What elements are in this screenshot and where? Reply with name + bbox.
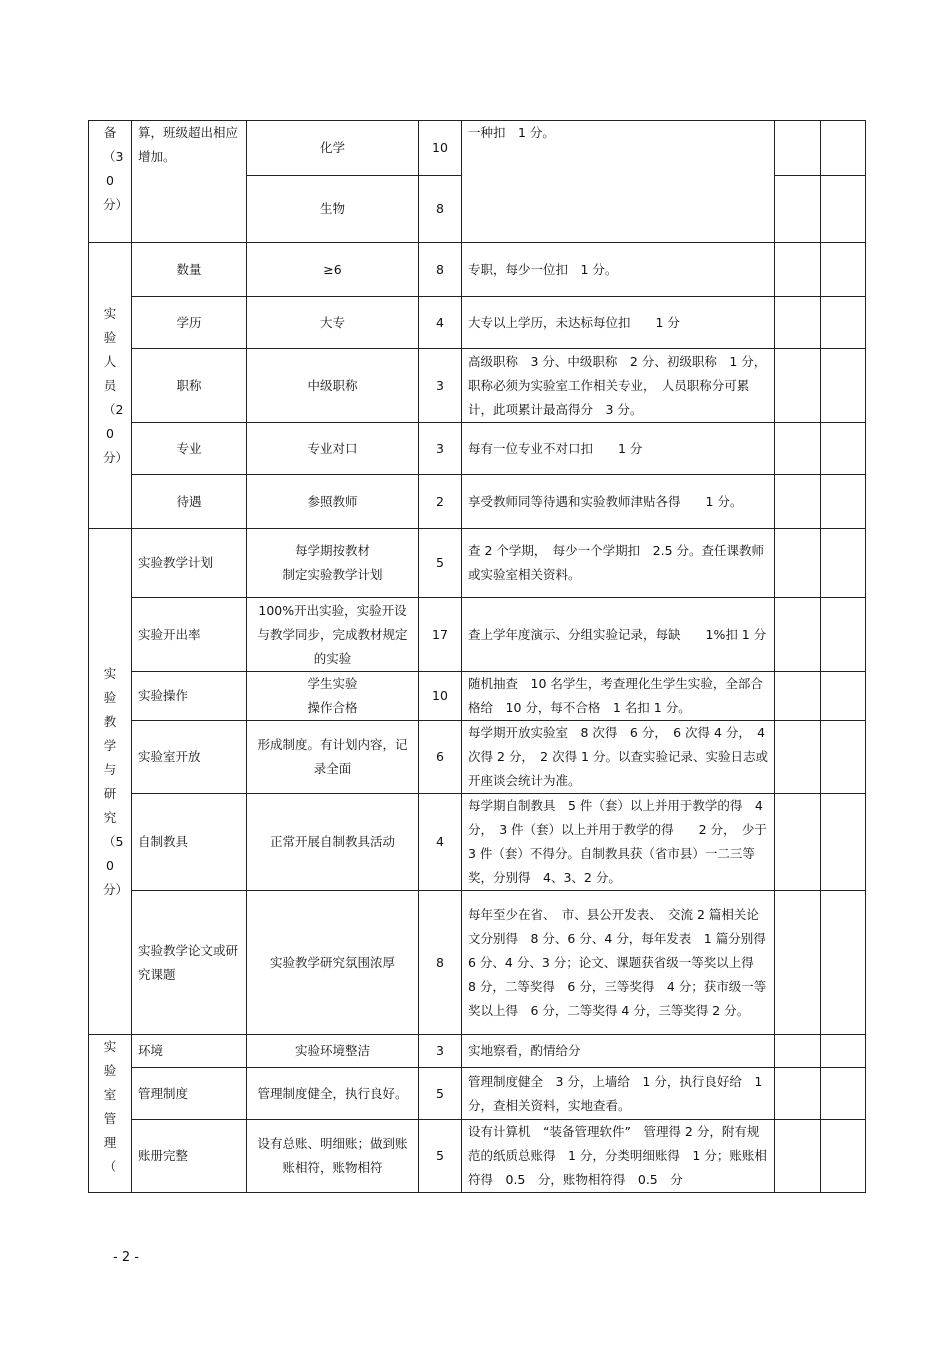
score-cell	[775, 297, 821, 349]
note-cell: 实地察看，酌情给分	[462, 1035, 775, 1068]
score-cell	[821, 1068, 866, 1120]
table-row	[89, 1068, 866, 1120]
category-teaching: 实验教学与研究（50分）	[89, 529, 132, 1035]
standard-cell: ≥6	[247, 243, 419, 297]
score-cell	[775, 891, 821, 1035]
item-cell: 数量	[132, 243, 247, 297]
score-cell	[775, 243, 821, 297]
points-cell: 5	[419, 1068, 462, 1120]
points-cell: 3	[419, 349, 462, 423]
standard-cell: 参照教师	[247, 475, 419, 529]
standard-cell: 中级职称	[247, 349, 419, 423]
standard-cell: 形成制度。有计划内容，记录全面	[247, 721, 419, 794]
note-cell: 每学期开放实验室 8 次得 6 分， 6 次得 4 分， 4 次得 2 分， 2 次得 1 分。以查实验记录、实验日志或开座谈会统计为准。	[462, 721, 775, 794]
table-row	[89, 297, 866, 349]
score-cell	[821, 297, 866, 349]
score-cell	[775, 1035, 821, 1068]
standard-cell: 实验环境整洁	[247, 1035, 419, 1068]
note-cell: 专职，每少一位扣 1 分。	[462, 243, 775, 297]
table-row	[89, 1120, 866, 1193]
table-row	[89, 598, 866, 672]
score-cell	[821, 598, 866, 672]
score-cell	[821, 176, 866, 243]
table-row	[89, 1035, 866, 1068]
score-cell	[821, 721, 866, 794]
points-cell: 4	[419, 297, 462, 349]
table-row	[89, 721, 866, 794]
item-cell: 待遇	[132, 475, 247, 529]
score-cell	[775, 794, 821, 891]
score-cell	[821, 794, 866, 891]
item-cell: 自制教具	[132, 794, 247, 891]
score-cell	[821, 121, 866, 176]
note-cell: 查上学年度演示、分组实验记录，每缺 1%扣 1 分	[462, 598, 775, 672]
points-cell: 4	[419, 794, 462, 891]
note-cell: 查 2 个学期， 每少一个学期扣 2.5 分。查任课教师或实验室相关资料。	[462, 529, 775, 598]
score-cell	[821, 529, 866, 598]
table-row	[89, 423, 866, 475]
table-row	[89, 243, 866, 297]
score-cell	[775, 1120, 821, 1193]
score-cell	[775, 721, 821, 794]
standard-cell: 专业对口	[247, 423, 419, 475]
standard-cell: 管理制度健全，执行良好。	[247, 1068, 419, 1120]
score-cell	[821, 1120, 866, 1193]
item-cell: 环境	[132, 1035, 247, 1068]
note-cell: 高级职称 3 分、中级职称 2 分、初级职称 1 分，职称必须为实验室工作相关专业， 人员职称分可累计，此项累计最高得分 3 分。	[462, 349, 775, 423]
table-row	[89, 891, 866, 1035]
standard-cell: 正常开展自制教具活动	[247, 794, 419, 891]
score-cell	[821, 349, 866, 423]
category-lab: 实验室管理（	[89, 1035, 132, 1193]
evaluation-table	[88, 120, 866, 1193]
standard-cell: 大专	[247, 297, 419, 349]
score-cell	[775, 349, 821, 423]
score-cell	[821, 475, 866, 529]
points-cell: 10	[419, 672, 462, 721]
standard-cell: 每学期按教材 制定实验教学计划	[247, 529, 419, 598]
points-cell: 5	[419, 1120, 462, 1193]
item-cell: 账册完整	[132, 1120, 247, 1193]
item-cell: 学历	[132, 297, 247, 349]
score-cell	[775, 176, 821, 243]
item-cell: 实验开出率	[132, 598, 247, 672]
points-cell: 8	[419, 891, 462, 1035]
points-cell: 6	[419, 721, 462, 794]
standard-cell: 设有总账、明细账；做到账账相符，账物相符	[247, 1120, 419, 1193]
item-cell: 专业	[132, 423, 247, 475]
item-cell: 职称	[132, 349, 247, 423]
score-cell	[821, 672, 866, 721]
table-row	[89, 121, 866, 176]
points-cell: 3	[419, 423, 462, 475]
note-cell: 每学期自制教具 5 件（套）以上并用于教学的得 4 分， 3 件（套）以上并用于教学的得 2 分， 少于 3 件（套）不得分。自制教具获（省市县）一二三等奖，分别得 4、3、2 分。	[462, 794, 775, 891]
score-cell	[775, 1068, 821, 1120]
points-cell: 17	[419, 598, 462, 672]
score-cell	[821, 891, 866, 1035]
score-cell	[775, 672, 821, 721]
note-carryover: 一种扣 1 分。	[462, 121, 775, 243]
item-cell: 实验操作	[132, 672, 247, 721]
score-cell	[821, 243, 866, 297]
item-cell: 管理制度	[132, 1068, 247, 1120]
score-cell	[775, 598, 821, 672]
table-row	[89, 349, 866, 423]
points-cell: 5	[419, 529, 462, 598]
note-cell: 每有一位专业不对口扣 1 分	[462, 423, 775, 475]
standard-cell: 生物	[247, 176, 419, 243]
page-number: - 2 -	[113, 1250, 139, 1265]
note-cell: 享受教师同等待遇和实验教师津贴各得 1 分。	[462, 475, 775, 529]
note-cell: 管理制度健全 3 分，上墙给 1 分，执行良好给 1 分，查相关资料，实地查看。	[462, 1068, 775, 1120]
score-cell	[821, 423, 866, 475]
standard-cell: 学生实验 操作合格	[247, 672, 419, 721]
points-cell: 2	[419, 475, 462, 529]
item-cell: 实验室开放	[132, 721, 247, 794]
score-cell	[775, 121, 821, 176]
score-cell	[821, 1035, 866, 1068]
standard-cell: 100%开出实验，实验开设与教学同步，完成教材规定的实验	[247, 598, 419, 672]
standard-cell: 实验教学研究氛围浓厚	[247, 891, 419, 1035]
category-equipment: 备（30分）	[89, 121, 132, 243]
note-cell: 每年至少在省、 市、县公开发表、 交流 2 篇相关论文分别得 8 分、6 分、4 分，每年发表 1 篇分别得 6 分、4 分、3 分；论文、课题获省级一等奖以上得 8 分，二等奖得 6 分，三等奖得 4 分；获市级一等奖以上得 6 分，二等奖得 4 分，三等奖得 2 分。	[462, 891, 775, 1035]
score-cell	[775, 529, 821, 598]
item-carryover: 算，班级超出相应增加。	[132, 121, 247, 243]
item-cell: 实验教学计划	[132, 529, 247, 598]
score-cell	[775, 475, 821, 529]
standard-cell: 化学	[247, 121, 419, 176]
table-row	[89, 475, 866, 529]
points-cell: 8	[419, 243, 462, 297]
score-cell	[775, 423, 821, 475]
points-cell: 10	[419, 121, 462, 176]
note-cell: 设有计算机 “装备管理软件” 管理得 2 分，附有规范的纸质总账得 1 分，分类明细账得 1 分；账账相符得 0.5 分，账物相符得 0.5 分	[462, 1120, 775, 1193]
points-cell: 3	[419, 1035, 462, 1068]
table-row	[89, 672, 866, 721]
item-cell: 实验教学论文或研究课题	[132, 891, 247, 1035]
table-row	[89, 529, 866, 598]
note-cell: 大专以上学历，未达标每位扣 1 分	[462, 297, 775, 349]
table-row	[89, 794, 866, 891]
note-cell: 随机抽查 10 名学生，考查理化生学生实验，全部合格给 10 分，每不合格 1 名扣 1 分。	[462, 672, 775, 721]
category-staff: 实验人员（20分）	[89, 243, 132, 529]
points-cell: 8	[419, 176, 462, 243]
